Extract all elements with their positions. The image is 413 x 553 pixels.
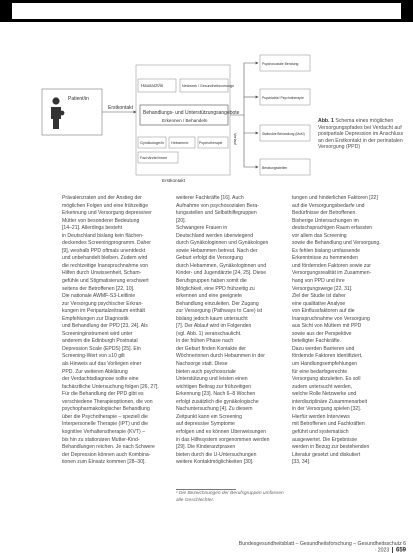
text-line: bis hin zu stationären Mutter-Kind- <box>62 436 140 443</box>
text-line: sowie aus der Perspektive <box>292 330 352 337</box>
text-line: ausgewertet. Die Ergebnisse <box>292 436 358 443</box>
text-line: weitere Kontaktmöglichkeiten [30]. <box>176 459 254 466</box>
text-line: Behandlung einzuleiten. Der Zugang <box>176 300 259 307</box>
text-line: geführt und systematisch <box>292 428 349 435</box>
text-line: Erkennung [23]. Nach 6–8 Wochen <box>176 391 256 398</box>
text-line: der Geburt finden Kontakte der <box>176 345 246 352</box>
box-fach-label: Fachärzte/innen <box>140 156 168 160</box>
text-line: Möglichkeit, eine PPD frühzeitig zu <box>176 285 255 292</box>
text-line: kognitive Verhaltenstherapie (KVT) – <box>62 428 145 435</box>
figure-caption <box>318 118 410 151</box>
text-line: Hierfür werden Interviews <box>292 413 350 420</box>
box-netzwerk-label: Netzwerk / Gesundheitsvorsorge <box>182 84 235 88</box>
header-bar-inner <box>12 3 401 19</box>
box-right-bot-label: Beratungsstellen <box>262 166 288 170</box>
footnote: ¹ Die Bezeichnungen der Berufsgruppen umfassen alle Geschlechter. <box>176 491 284 503</box>
text-line: psychopharmakologischer Behandlung <box>62 406 150 413</box>
text-line: Behandlungen reichen. Je nach Schwere <box>62 444 155 451</box>
text-line: bieten auch psychosoziale <box>176 368 236 375</box>
text-line: Versorgungsrealität im Zusammen- <box>292 270 372 277</box>
box-gyn-label: Gynäkologe/in <box>140 141 165 145</box>
text-line: Versorgungswege [22, 31]. <box>292 285 353 292</box>
text-line: Dazu werden Barrieren und <box>292 345 355 352</box>
text-line: In der frühen Phase nach <box>176 338 234 345</box>
pathway-diagram <box>12 37 404 185</box>
text-line: erkennen und eine geeignete <box>176 293 242 300</box>
text-line: seitens der Betroffenen [22, 10]. <box>62 285 135 292</box>
text-line: erfolgen und es können Überweisungen <box>176 428 267 435</box>
text-line: Kinder- und Jugendärzte [24, 25]. Diese <box>176 270 267 277</box>
box-psych-label: Psychotherapie <box>199 141 223 145</box>
box-center-title: Behandlungs- und Unterstützungsangebote <box>143 110 240 116</box>
text-line: und fördernden Faktoren sowie zur <box>292 262 371 269</box>
patient-icon <box>51 97 64 129</box>
text-line: Screeninginstrument wird unter <box>62 330 133 337</box>
text-line: verschiedene Therapieoptionen, die von <box>62 398 153 405</box>
text-line: Ziel der Studie ist daher <box>292 293 346 300</box>
side-label: Verlauf <box>233 133 237 145</box>
text-line: wichtigen Beitrag zur frühzeitigen <box>176 383 252 390</box>
connector-bot <box>244 133 258 167</box>
text-line: Bisherige Untersuchungen im <box>292 217 359 224</box>
box-hausarzt-label: Hausarzt/in <box>141 83 164 88</box>
text-line: anderem die Edinburgh Postnatal <box>62 338 138 345</box>
text-line: für eine bedarfsgerechte <box>292 368 348 375</box>
text-line: Für die Behandlung der PPD gibt es <box>62 391 144 398</box>
text-line: als Hinweis auf das Vorliegen einer <box>62 361 142 368</box>
text-line: kungen im Peripartalzeitraum enthält <box>62 308 145 315</box>
text-line: (vgl. Abb. 1) veranschaulicht. <box>176 330 242 337</box>
text-line: Erkenntnisse zu hemmenden <box>292 255 358 262</box>
text-line: welche Rolle Netzwerke und <box>292 391 357 398</box>
text-line: Literatur gesetzt und diskutiert <box>292 451 361 458</box>
text-line: um Handlungsempfehlungen <box>292 361 358 368</box>
text-line: [20]. <box>176 217 186 224</box>
text-line: beteiligter Fachkräfte. <box>292 338 341 345</box>
text-line: Hilfen durch Unwissenheit, Scham- <box>62 270 142 277</box>
text-line: Zeitpunkt kann ein Screening <box>176 413 242 420</box>
text-line: fördernde Faktoren identifiziert, <box>292 353 363 360</box>
text-line: erfolgt zusätzlich die gynäkologische <box>176 398 259 405</box>
text-line: Die nationale AWMF-S3-Leitlinie <box>62 293 136 300</box>
text-line: Geburt erfolgt die Versorgung <box>176 255 243 262</box>
text-line: der Depression können auch Kombina- <box>62 451 151 458</box>
text-line: sowie Hebammen betreut. Nach der <box>176 247 258 254</box>
text-line: sowie die Behandlung und Versorgung. <box>292 240 381 247</box>
caption-title: Abb. 1 <box>318 118 334 124</box>
text-line: PPD. Zur weiteren Abklärung <box>62 368 128 375</box>
bottom-label: Erstkontakt <box>162 178 185 183</box>
header-bar <box>0 0 413 22</box>
text-line: durch Gynäkologinnen und Gynäkologen <box>176 240 269 247</box>
text-line: von Einflussfaktoren auf die <box>292 308 355 315</box>
text-line: und unbehandelt bleiben. Zudem wird <box>62 255 148 262</box>
text-line: Es fehlen bislang umfassende <box>292 247 360 254</box>
text-line: Nachuntersuchung [4]. Zu diesem <box>176 406 253 413</box>
text-line: [29]. Die Kinderarztpraxen <box>176 444 236 451</box>
text-line: durch Hebammen, Gynäkologinnen und <box>176 262 267 269</box>
footnote-rule <box>176 489 236 490</box>
text-line: interdisziplinäre Zusammenarbeit <box>292 398 368 405</box>
text-line: Versorgung abzuleiten. Es soll <box>292 376 361 383</box>
footer-separator <box>392 547 393 553</box>
box-hebamme-label: Hebamme <box>171 141 189 145</box>
text-line: bieten durch die U-Untersuchungen <box>176 451 257 458</box>
text-line: deutschsprachigen Raum erfassten <box>292 225 373 232</box>
text-line: Berufsgruppen haben somit die <box>176 278 247 285</box>
text-line: gefühle und Stigmatisierung erschwert <box>62 278 149 285</box>
text-line: tionen zum Einsatz kommen [28–30]. <box>62 459 146 466</box>
text-line: über die Psychotherapie – speziell die <box>62 413 148 420</box>
patient-label: Patient/in <box>68 96 89 102</box>
text-column-1 <box>62 195 169 467</box>
text-line: Screening-Wert von ≥10 gilt <box>62 353 125 360</box>
connector-top <box>230 63 258 115</box>
page-number: 659 <box>395 547 406 553</box>
page-footer <box>236 541 406 553</box>
text-line: Depression Scale (EPDS) [25]. Ein <box>62 345 141 352</box>
text-line: tungen und hinderlichen Faktoren [22] <box>292 195 378 201</box>
text-line: Deutschland werden überwiegend <box>176 232 254 239</box>
text-line: hang von PPD und ihre <box>292 278 345 285</box>
text-line: Prävalenzraten und der Anstieg der <box>62 195 142 201</box>
text-line: [33, 34]. <box>292 459 311 466</box>
erstkontakt-label: Erstkontakt <box>108 105 134 111</box>
text-line: weiterer Fachkräfte [16]. Auch <box>176 195 244 201</box>
text-line: zur Versorgung psychischer Erkran- <box>62 300 143 307</box>
text-line: Unterstützung und leisten einen <box>176 376 248 383</box>
text-line: mit Betroffenen und Fachkräften <box>292 421 365 428</box>
text-line: und Behandlung der PPD [23, 24]. Als <box>62 323 148 330</box>
text-line: [9], weshalb PPD oftmals unentdeckt <box>62 247 146 254</box>
text-line: zudem untersucht werden, <box>292 383 353 390</box>
box-right-low-label: Stationäre Behandlung (MuKi) <box>262 132 305 136</box>
text-line: Wöchnerinnen durch Hebammen in der <box>176 353 265 360</box>
text-line: tungsstellen und Selbsthilfegruppen <box>176 210 257 217</box>
text-line: Schwangere Frauen in <box>176 225 228 232</box>
text-line: in der Versorgung spielen [32]. <box>292 406 362 413</box>
box-right-top-label: Psychosoziale Beratung <box>262 62 299 66</box>
text-line: Nachsorge statt. Diese <box>176 361 228 368</box>
text-line: in das Hilfesystem vorgenommen werden <box>176 436 270 443</box>
text-line: vor allem das Screening <box>292 232 347 239</box>
box-center-sub: Erkennen / Behandeln <box>162 118 208 123</box>
text-line: deckendes Screeningprogramm. Daher <box>62 240 151 247</box>
text-line: [7]. Der Ablauf wird im Folgenden <box>176 323 252 330</box>
figure <box>12 37 404 185</box>
text-line: Empfehlungen zur Diagnostik <box>62 315 129 322</box>
text-line: Interpersonelle Therapie (IPT) und die <box>62 421 148 428</box>
text-line: auf die Versorgungsbedarfe und <box>292 202 365 209</box>
connector-low <box>244 115 258 133</box>
text-line: auf depressive Symptome <box>176 421 235 428</box>
text-line: in Deutschland bislang kein flächen- <box>62 232 144 239</box>
text-line: Bedürfnisse der Betroffenen. <box>292 210 357 217</box>
text-line: Mütter von besonderer Bedeutung <box>62 217 140 224</box>
caption-text: Schema eines möglichen Versorgungspfades bei Verdacht auf postpartale Depression im Anschluss an den Erstkontakt in der perinatalen Versorgung (PPD) <box>318 118 404 150</box>
text-line: die rechtzeitige Inanspruchnahme von <box>62 262 149 269</box>
text-line: Erkennung und Versorgung depressiver <box>62 210 152 217</box>
text-line: zur Versorgung (Pathways to Care) ist <box>176 308 263 315</box>
text-column-3 <box>292 195 402 467</box>
text-line: werden in Bezug zur bestehenden <box>292 444 370 451</box>
text-column-2 <box>176 195 285 467</box>
text-line: der Verdachtsdiagnose sollte eine <box>62 376 139 383</box>
text-line: [14–21]. Allerdings besteht <box>62 225 123 232</box>
text-line: Inanspruchnahme von Versorgung <box>292 315 370 322</box>
box-right-mid-label: Psychiatrie/ Psychotherapie <box>262 96 304 100</box>
text-line: möglichen Folgen und eine frühzeitige <box>62 202 149 209</box>
text-line: Aufnahme von psychosozialen Bera- <box>176 202 259 209</box>
text-line: aus Sicht von Müttern mit PPD <box>292 323 362 330</box>
text-line: eine qualitative Analyse <box>292 300 346 307</box>
text-line: fachärztliche Untersuchung folgen [26, 27]. <box>62 383 159 390</box>
text-line: bislang jedoch kaum untersucht <box>176 315 248 322</box>
journal-name: Bundesgesundheitsblatt – Gesundheitsforschung – Gesundheitsschutz 6 · 2023 <box>238 541 406 553</box>
